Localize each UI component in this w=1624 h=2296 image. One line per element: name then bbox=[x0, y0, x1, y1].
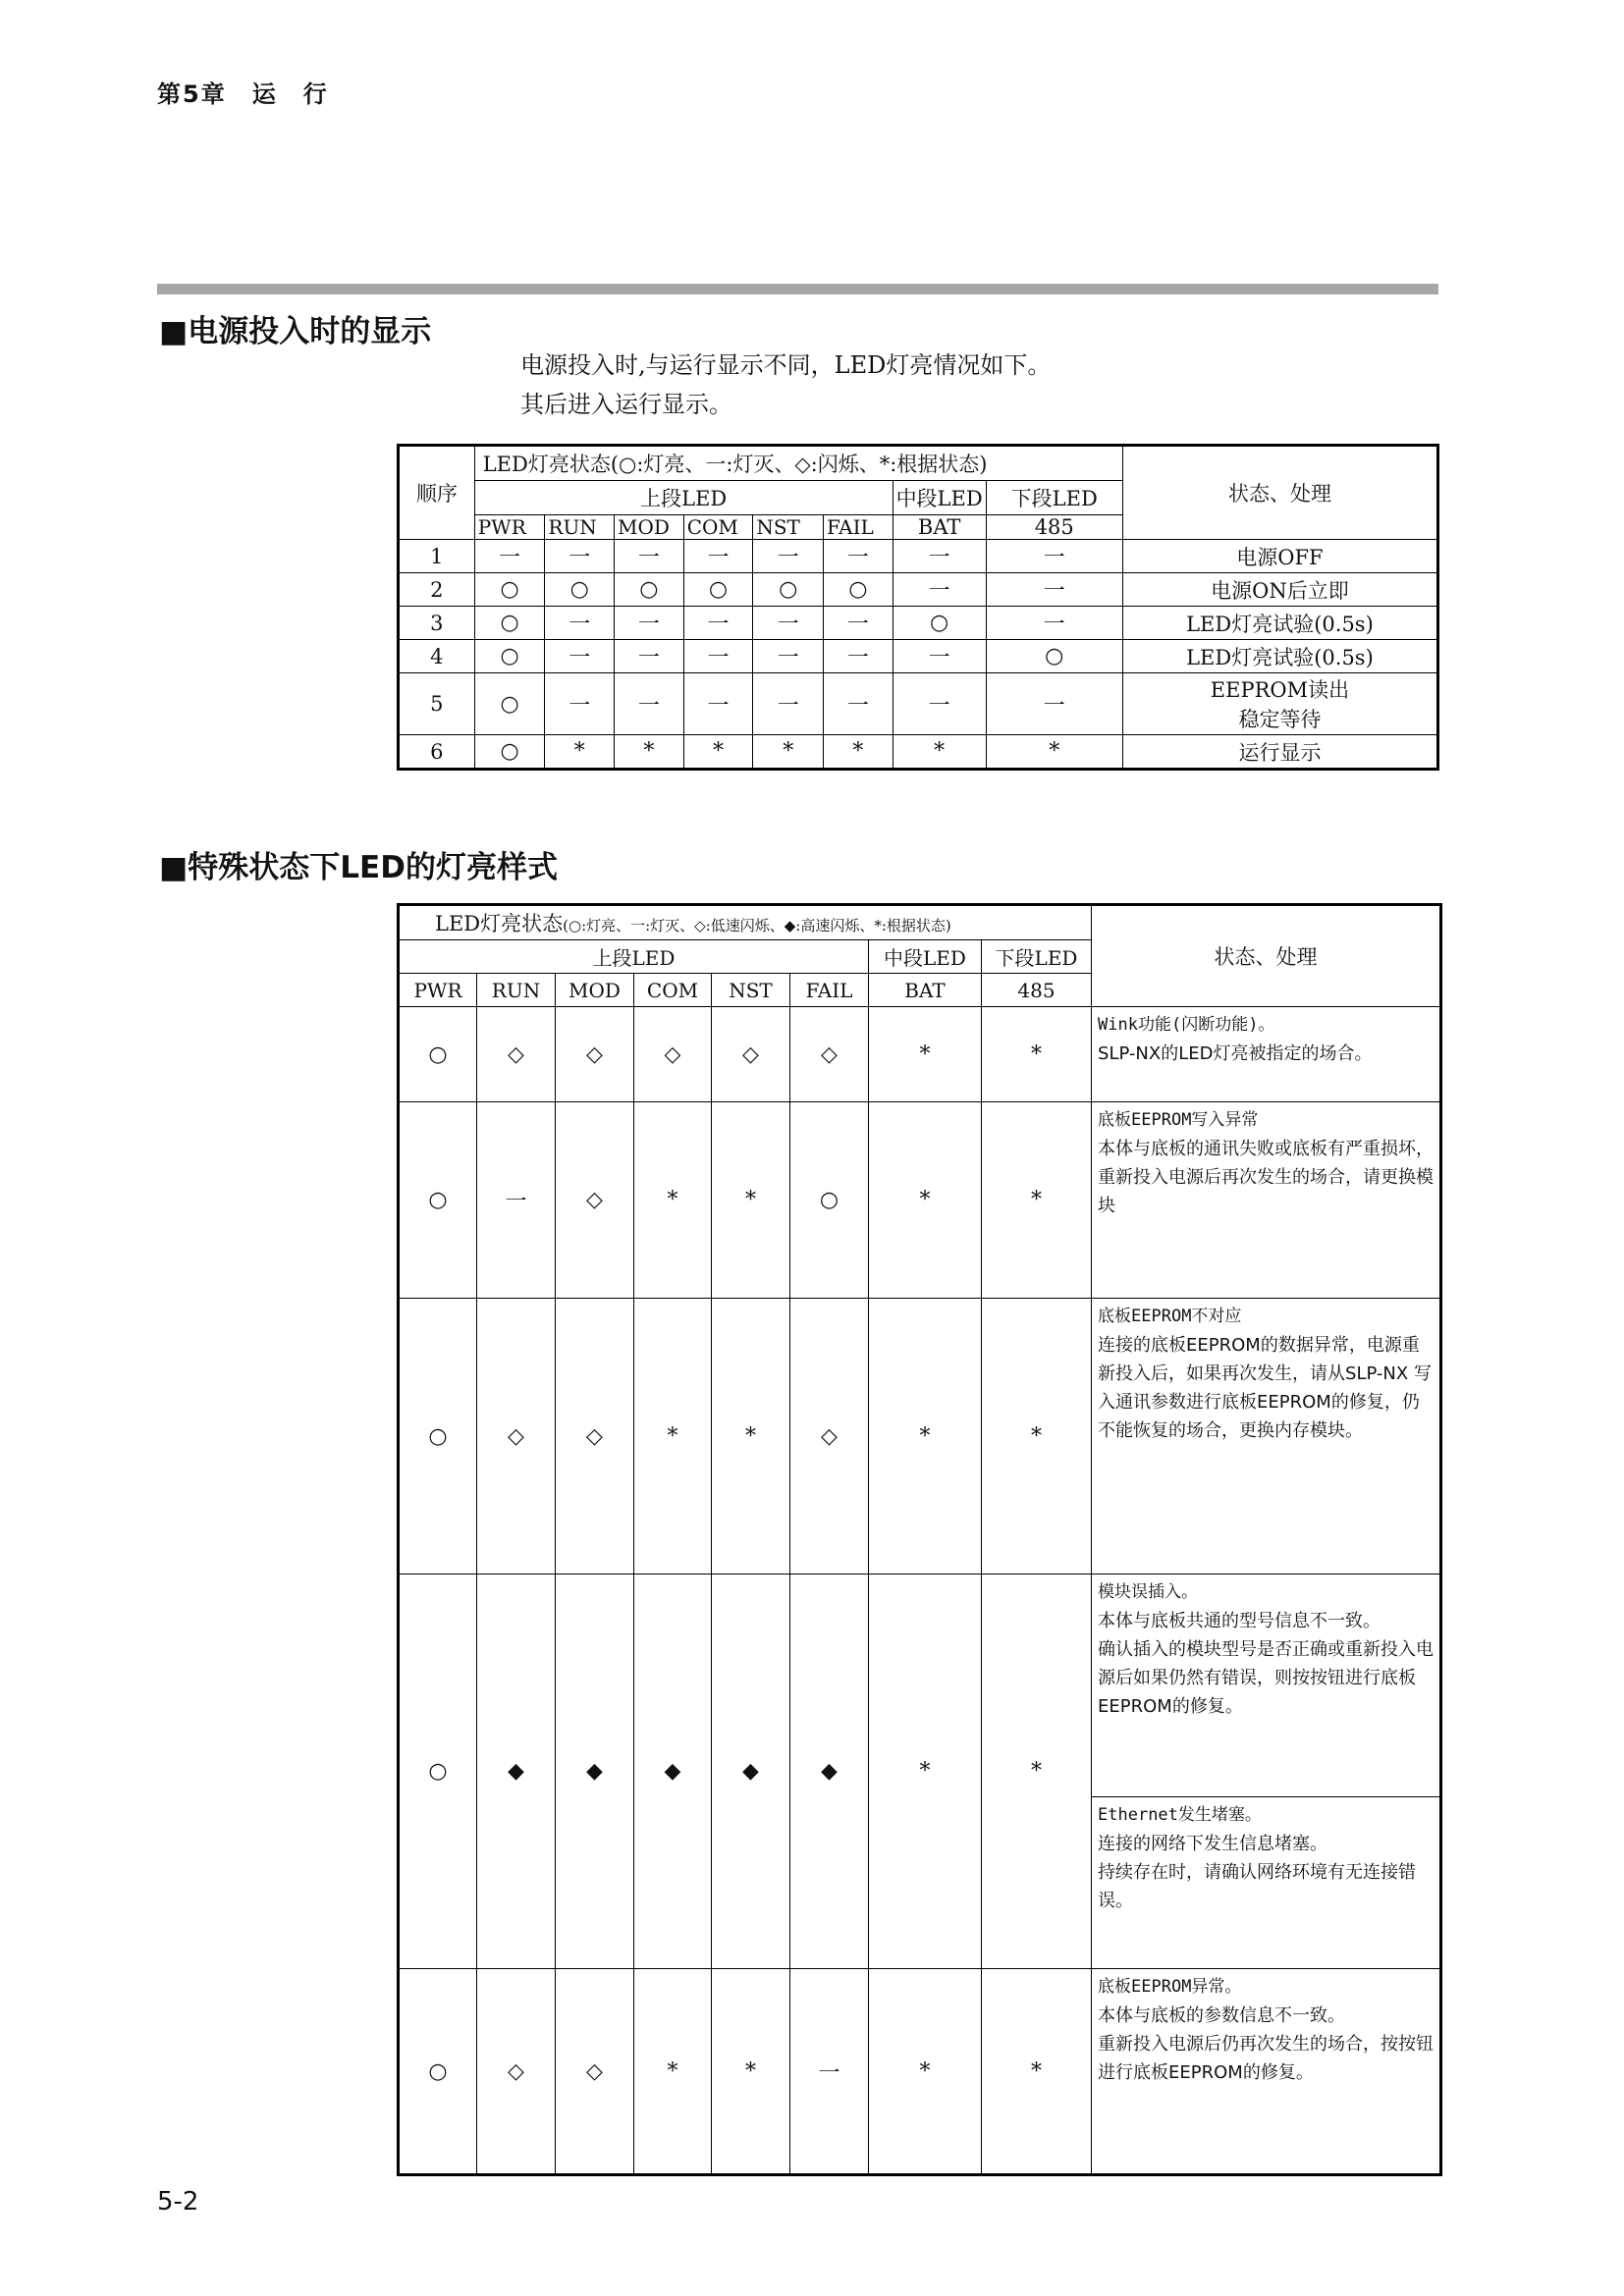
led-state-cell: ○ bbox=[893, 607, 986, 640]
led-state-cell: 一 bbox=[824, 640, 893, 673]
led-state-cell: * bbox=[869, 1969, 982, 2175]
led-state-cell: 一 bbox=[986, 540, 1122, 573]
led-state-cell: 一 bbox=[615, 540, 684, 573]
led-state-cell: * bbox=[824, 735, 893, 770]
table-row bbox=[399, 1299, 1441, 1575]
description-cell bbox=[1092, 1007, 1441, 1102]
table-row bbox=[399, 540, 1438, 573]
status-cell bbox=[1122, 573, 1437, 607]
led-state-cell: 一 bbox=[545, 607, 615, 640]
legend-detail: (○:灯亮、一:灯灭、◇:低速闪烁、◆:高速闪烁、*:根据状态) bbox=[563, 917, 951, 934]
table-row bbox=[399, 673, 1438, 735]
led-state-cell: * bbox=[753, 735, 824, 770]
led-state-cell: ○ bbox=[683, 573, 753, 607]
led-state-cell: * bbox=[982, 1299, 1092, 1575]
led-state-cell: * bbox=[634, 1299, 712, 1575]
status-line: LED灯亮试验(0.5s) bbox=[1186, 645, 1374, 669]
led-state-cell: 一 bbox=[545, 640, 615, 673]
led-state-cell: ○ bbox=[474, 640, 545, 673]
column-header-pwr: PWR bbox=[474, 515, 545, 540]
led-state-cell: ◇ bbox=[556, 1007, 634, 1102]
group-middle-led: 中段LED bbox=[893, 481, 986, 515]
column-header-bat: BAT bbox=[893, 515, 986, 540]
led-state-cell: ○ bbox=[474, 735, 545, 770]
led-state-cell: ◇ bbox=[712, 1007, 790, 1102]
status-line: EEPROM读出 bbox=[1210, 678, 1350, 702]
led-state-cell: 一 bbox=[615, 640, 684, 673]
led-state-cell: ◆ bbox=[477, 1575, 556, 1969]
led-state-cell: 一 bbox=[986, 607, 1122, 640]
led-state-cell: ◇ bbox=[477, 1299, 556, 1575]
led-state-cell: ○ bbox=[474, 673, 545, 735]
description-paragraph: 底板EEPROM写入异常 bbox=[1098, 1110, 1259, 1130]
led-state-cell: 一 bbox=[683, 607, 753, 640]
column-header-pwr: PWR bbox=[399, 974, 477, 1007]
led-state-cell: * bbox=[982, 1575, 1092, 1969]
table-row bbox=[399, 1575, 1441, 1797]
column-header-nst: NST bbox=[753, 515, 824, 540]
status-cell bbox=[1122, 640, 1437, 673]
legend-prefix: LED灯亮状态 bbox=[435, 912, 564, 935]
led-state-cell: * bbox=[982, 1007, 1092, 1102]
section-heading-special-states: ■特殊状态下LED的灯亮样式 bbox=[159, 850, 558, 885]
led-state-cell: ○ bbox=[474, 573, 545, 607]
column-header-mod: MOD bbox=[556, 974, 634, 1007]
led-state-cell: ○ bbox=[474, 607, 545, 640]
led-state-cell: 一 bbox=[683, 673, 753, 735]
led-state-cell: ○ bbox=[986, 640, 1122, 673]
table-row bbox=[399, 1102, 1441, 1299]
led-state-cell: ◇ bbox=[477, 1969, 556, 2175]
column-header-fail: FAIL bbox=[824, 515, 893, 540]
led-state-cell: * bbox=[869, 1575, 982, 1969]
table-row bbox=[399, 1007, 1441, 1102]
led-state-cell: ◇ bbox=[790, 1299, 869, 1575]
group-lower-led: 下段LED bbox=[986, 481, 1122, 515]
column-header-run: RUN bbox=[477, 974, 556, 1007]
chapter-title: 第5章 运 行 bbox=[157, 80, 329, 108]
led-state-cell: 一 bbox=[474, 540, 545, 573]
led-state-cell: ◆ bbox=[556, 1575, 634, 1969]
group-upper-led: 上段LED bbox=[474, 481, 893, 515]
led-state-cell: 一 bbox=[753, 607, 824, 640]
order-cell: 6 bbox=[399, 735, 475, 770]
table-row bbox=[399, 640, 1438, 673]
status-line: LED灯亮试验(0.5s) bbox=[1186, 612, 1374, 636]
led-state-cell: 一 bbox=[824, 673, 893, 735]
column-header-bat: BAT bbox=[869, 974, 982, 1007]
power-on-led-table bbox=[397, 444, 1439, 771]
description-paragraph: 底板EEPROM不对应 bbox=[1098, 1307, 1242, 1326]
status-cell bbox=[1122, 540, 1437, 573]
led-state-cell: 一 bbox=[893, 640, 986, 673]
led-state-cell: ◇ bbox=[790, 1007, 869, 1102]
description-paragraph: SLP-NX的LED灯亮被指定的场合。 bbox=[1098, 1043, 1373, 1064]
status-line: 电源ON后立即 bbox=[1211, 578, 1349, 603]
status-cell bbox=[1122, 673, 1437, 735]
status-line: 稳定等待 bbox=[1238, 708, 1322, 731]
led-state-cell: * bbox=[545, 735, 615, 770]
description-paragraph: 本体与底板的参数信息不一致。 bbox=[1098, 2005, 1346, 2026]
led-state-cell: ○ bbox=[399, 1007, 477, 1102]
order-header: 顺序 bbox=[399, 446, 475, 540]
order-cell: 5 bbox=[399, 673, 475, 735]
column-header-485: 485 bbox=[986, 515, 1122, 540]
description-paragraph: 本体与底板共通的型号信息不一致。 bbox=[1098, 1611, 1381, 1631]
column-header-fail: FAIL bbox=[790, 974, 869, 1007]
led-state-cell: ◆ bbox=[634, 1575, 712, 1969]
column-header-nst: NST bbox=[712, 974, 790, 1007]
section-rule bbox=[157, 284, 1438, 294]
led-state-cell: ◇ bbox=[556, 1299, 634, 1575]
led-state-cell: 一 bbox=[824, 540, 893, 573]
column-header-com: COM bbox=[683, 515, 753, 540]
led-state-cell: * bbox=[982, 1969, 1092, 2175]
led-state-cell: * bbox=[615, 735, 684, 770]
description-cell bbox=[1092, 1797, 1441, 1969]
description-paragraph: 确认插入的模块型号是否正确或重新投入电源后如果仍然有错误，则按按钮进行底板EEPROM的修复。 bbox=[1098, 1639, 1435, 1717]
intro-line-2: 其后进入运行显示。 bbox=[520, 391, 732, 418]
led-state-cell: * bbox=[634, 1969, 712, 2175]
description-paragraph: 模块误插入。 bbox=[1098, 1582, 1199, 1602]
led-state-cell: 一 bbox=[683, 640, 753, 673]
led-state-cell: ○ bbox=[753, 573, 824, 607]
led-state-cell: 一 bbox=[893, 673, 986, 735]
led-state-cell: ◇ bbox=[477, 1007, 556, 1102]
led-state-cell: * bbox=[869, 1007, 982, 1102]
led-state-cell: ○ bbox=[790, 1102, 869, 1299]
table-row bbox=[399, 1969, 1441, 2175]
led-state-cell: 一 bbox=[477, 1102, 556, 1299]
led-state-cell: ○ bbox=[399, 1575, 477, 1969]
led-state-cell: * bbox=[986, 735, 1122, 770]
led-state-cell: ○ bbox=[399, 1969, 477, 2175]
led-state-cell: 一 bbox=[683, 540, 753, 573]
led-legend: LED灯亮状态(○:灯亮、一:灯灭、◇:闪烁、*:根据状态) bbox=[474, 446, 1122, 481]
section-heading-power-on: ■电源投入时的显示 bbox=[159, 314, 432, 349]
description-paragraph: 持续存在时，请确认网络环境有无连接错误。 bbox=[1098, 1862, 1417, 1911]
page-number: 5-2 bbox=[157, 2187, 199, 2216]
description-paragraph: Wink功能(闪断功能)。 bbox=[1098, 1015, 1275, 1035]
group-upper-led-2: 上段LED bbox=[399, 940, 869, 974]
led-legend-2 bbox=[399, 905, 1092, 940]
led-state-cell: * bbox=[712, 1102, 790, 1299]
led-state-cell: * bbox=[869, 1299, 982, 1575]
status-line: 电源OFF bbox=[1236, 545, 1324, 569]
group-middle-led-2: 中段LED bbox=[869, 940, 982, 974]
led-state-cell: ◇ bbox=[556, 1969, 634, 2175]
description-paragraph: 连接的底板EEPROM的数据异常，电源重新投入后，如果再次发生，请从SLP-NX 写入通讯参数进行底板EEPROM的修复，仍不能恢复的场合，更换内存模块。 bbox=[1098, 1335, 1432, 1441]
led-state-cell: 一 bbox=[753, 640, 824, 673]
status-header: 状态、处理 bbox=[1122, 446, 1437, 540]
order-cell: 3 bbox=[399, 607, 475, 640]
led-state-cell: ○ bbox=[824, 573, 893, 607]
led-state-cell: ◆ bbox=[712, 1575, 790, 1969]
led-state-cell: * bbox=[712, 1969, 790, 2175]
led-state-cell: 一 bbox=[986, 673, 1122, 735]
group-lower-led-2: 下段LED bbox=[982, 940, 1092, 974]
led-state-cell: ○ bbox=[399, 1299, 477, 1575]
column-header-com: COM bbox=[634, 974, 712, 1007]
description-cell bbox=[1092, 1969, 1441, 2175]
led-state-cell: 一 bbox=[893, 540, 986, 573]
led-state-cell: ○ bbox=[545, 573, 615, 607]
led-state-cell: 一 bbox=[615, 607, 684, 640]
led-state-cell: 一 bbox=[545, 673, 615, 735]
status-cell bbox=[1122, 735, 1437, 770]
column-header-mod: MOD bbox=[615, 515, 684, 540]
column-header-run: RUN bbox=[545, 515, 615, 540]
order-cell: 2 bbox=[399, 573, 475, 607]
description-cell bbox=[1092, 1299, 1441, 1575]
led-state-cell: * bbox=[982, 1102, 1092, 1299]
description-paragraph: 连接的网络下发生信息堵塞。 bbox=[1098, 1834, 1328, 1854]
led-state-cell: 一 bbox=[893, 573, 986, 607]
led-state-cell: * bbox=[893, 735, 986, 770]
led-state-cell: * bbox=[634, 1102, 712, 1299]
led-state-cell: * bbox=[869, 1102, 982, 1299]
led-state-cell: ◇ bbox=[634, 1007, 712, 1102]
description-paragraph: Ethernet发生堵塞。 bbox=[1098, 1805, 1262, 1825]
led-state-cell: ○ bbox=[399, 1102, 477, 1299]
description-paragraph: 底板EEPROM异常。 bbox=[1098, 1977, 1242, 1997]
order-cell: 1 bbox=[399, 540, 475, 573]
description-paragraph: 本体与底板的通讯失败或底板有严重损坏，重新投入电源后再次发生的场合，请更换模块 bbox=[1098, 1139, 1435, 1216]
led-state-cell: 一 bbox=[986, 573, 1122, 607]
description-cell bbox=[1092, 1575, 1441, 1797]
led-state-cell: ◇ bbox=[556, 1102, 634, 1299]
led-state-cell: * bbox=[683, 735, 753, 770]
table-row bbox=[399, 607, 1438, 640]
led-state-cell: 一 bbox=[615, 673, 684, 735]
description-cell bbox=[1092, 1102, 1441, 1299]
led-state-cell: ◆ bbox=[790, 1575, 869, 1969]
order-cell: 4 bbox=[399, 640, 475, 673]
led-state-cell: * bbox=[712, 1299, 790, 1575]
column-header-485: 485 bbox=[982, 974, 1092, 1007]
led-state-cell: 一 bbox=[790, 1969, 869, 2175]
led-state-cell: 一 bbox=[824, 607, 893, 640]
led-state-cell: 一 bbox=[753, 540, 824, 573]
description-paragraph: 重新投入电源后仍再次发生的场合，按按钮进行底板EEPROM的修复。 bbox=[1098, 2034, 1435, 2083]
special-state-led-table bbox=[397, 903, 1442, 2176]
led-state-cell: ○ bbox=[615, 573, 684, 607]
led-state-cell: 一 bbox=[753, 673, 824, 735]
table-row bbox=[399, 573, 1438, 607]
intro-line-1: 电源投入时,与运行显示不同，LED灯亮情况如下。 bbox=[520, 351, 1052, 379]
status-cell bbox=[1122, 607, 1437, 640]
led-state-cell: 一 bbox=[545, 540, 615, 573]
status-header-2: 状态、处理 bbox=[1092, 905, 1441, 1007]
table-row bbox=[399, 735, 1438, 770]
status-line: 运行显示 bbox=[1238, 740, 1322, 765]
